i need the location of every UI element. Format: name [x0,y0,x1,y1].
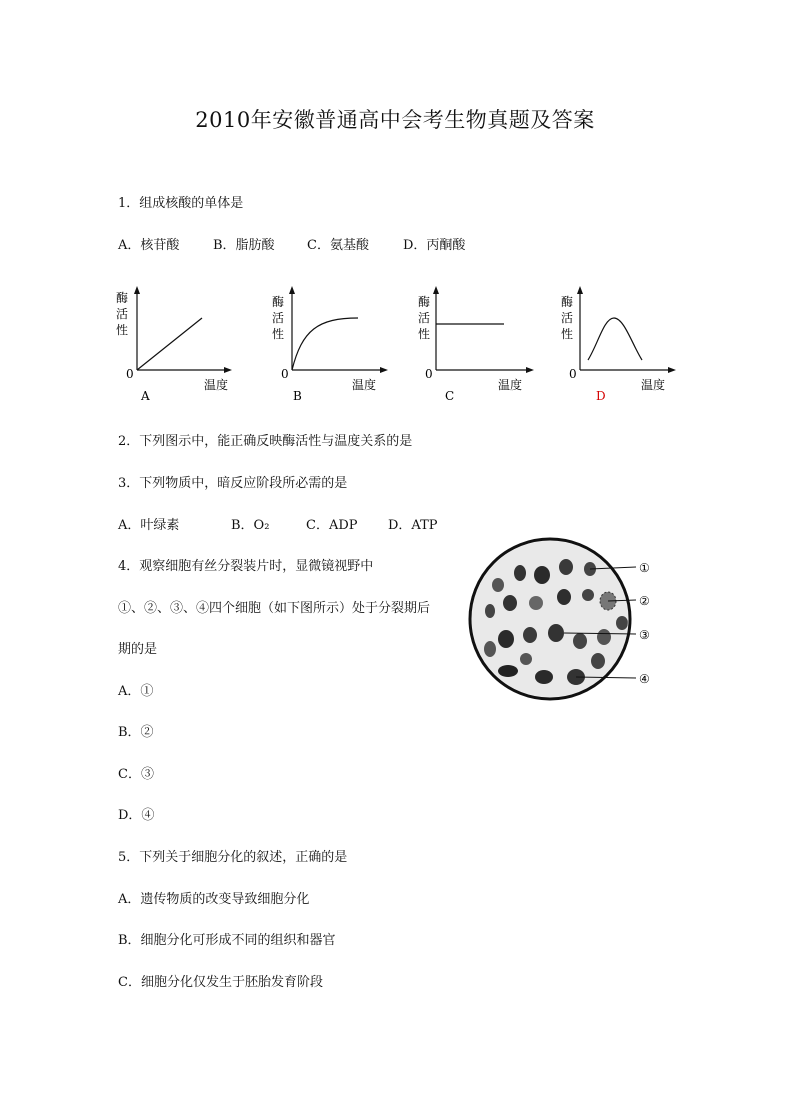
x-axis-arrow [526,367,534,373]
q3-option-a: A．叶绿素 [118,518,180,533]
figure-label-3: ③ [639,628,650,642]
graph-d-svg [558,286,688,406]
curve-bell [588,318,642,360]
q5-option-a: A．遗传物质的改变导致细胞分化 [118,892,310,907]
q2-stem: 2．下列图示中，能正确反映酶活性与温度关系的是 [118,434,413,449]
q3-option-b: B．O₂ [231,518,270,533]
graph-a [112,286,242,410]
y-axis-arrow [433,286,439,294]
q5-stem: 5．下列关于细胞分化的叙述，正确的是 [118,850,348,865]
y-axis-arrow [134,286,140,294]
graph-origin: 0 [281,367,289,381]
graph-c-svg [414,286,544,406]
y-axis-arrow [289,286,295,294]
graph-letter-d: D [596,389,606,403]
page-title: 2010年安徽普通高中会考生物真题及答案 [195,108,595,132]
graph-ylabel-3: 性 [418,327,431,341]
q5-option-c: C．细胞分化仅发生于胚胎发育阶段 [118,975,323,990]
q4-stem-line2: ①、②、③、④四个细胞（如下图所示）处于分裂期后 [118,601,431,616]
graph-origin: 0 [425,367,433,381]
q4-option-c: C．③ [118,767,154,782]
q1-option-c: C．氨基酸 [307,238,369,253]
microscope-figure [468,537,668,706]
graph-ylabel-2: 活 [561,311,574,325]
curve-saturating [292,318,358,370]
graph-xlabel: 温度 [352,378,377,392]
q3-stem: 3．下列物质中，暗反应阶段所必需的是 [118,476,348,491]
q1-option-d: D．丙酮酸 [403,238,466,253]
q4-option-d: D．④ [118,808,155,823]
q3-option-c: C．ADP [306,518,358,533]
graph-xlabel: 温度 [498,378,523,392]
graph-ylabel-1: 酶 [561,295,574,309]
graph-a-svg [112,286,242,406]
q4-option-a: A．① [118,684,154,699]
figure-label-2: ② [639,594,650,608]
graph-letter-b: B [293,389,302,403]
graph-ylabel-2: 活 [418,311,431,325]
graph-ylabel-3: 性 [561,327,574,341]
graph-origin: 0 [126,367,134,381]
figure-label-4: ④ [639,672,650,686]
graph-letter-a: A [141,389,150,403]
graph-b [268,286,398,410]
graph-ylabel-1: 酶 [116,291,129,305]
figure-label-1: ① [639,561,650,575]
graph-ylabel-2: 活 [272,311,285,325]
q1-stem: 1．组成核酸的单体是 [118,196,244,211]
graph-origin: 0 [569,367,577,381]
graph-xlabel: 温度 [204,378,229,392]
graph-xlabel: 温度 [641,378,666,392]
y-axis-arrow [577,286,583,294]
graph-c [414,286,544,410]
graph-d [558,286,688,410]
q3-option-d: D．ATP [388,518,438,533]
x-axis-arrow [380,367,388,373]
x-axis-arrow [668,367,676,373]
q3-options [118,514,438,533]
graph-b-svg [268,286,398,406]
graph-ylabel-2: 活 [116,307,129,321]
q4-stem-line3: 期的是 [118,642,158,657]
graph-ylabel-3: 性 [116,323,129,337]
q4-stem-line1: 4．观察细胞有丝分裂装片时，显微镜视野中 [118,559,374,574]
graph-ylabel-1: 酶 [272,295,285,309]
q1-options [118,234,465,253]
x-axis-arrow [224,367,232,373]
microscope-svg [468,537,668,702]
graph-letter-c: C [445,389,455,403]
q1-option-a: A．核苷酸 [118,238,180,253]
curve-linear [137,318,202,370]
q1-option-b: B．脂肪酸 [213,238,275,253]
graph-ylabel-3: 性 [272,327,285,341]
q4-option-b: B．② [118,725,154,740]
graph-ylabel-1: 酶 [418,295,431,309]
q5-option-b: B．细胞分化可形成不同的组织和器官 [118,933,336,948]
